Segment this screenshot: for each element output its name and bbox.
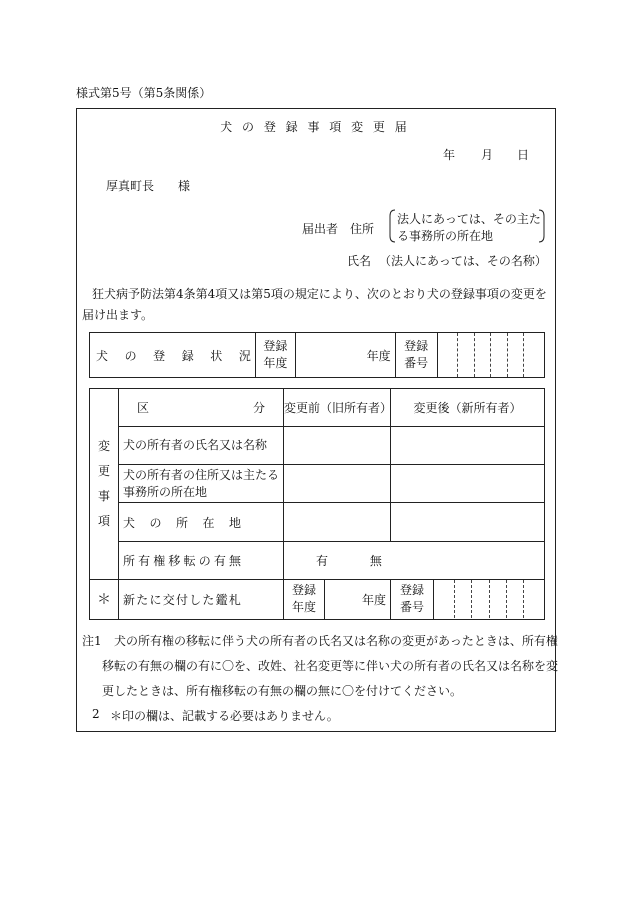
office-use-mark: ＊ xyxy=(90,579,119,619)
registration-year-field[interactable]: 年度 xyxy=(295,333,395,378)
body-text-line1: 狂犬病予防法第4条第4項又は第5項の規定により、次のとおり犬の登録事項の変更を xyxy=(92,287,547,301)
change-items-table xyxy=(89,388,545,620)
row-new-license-label: 新 た に 交 付 し た 鑑 札 xyxy=(119,579,284,619)
registration-number-label: 登録 番号 xyxy=(395,333,437,378)
form-number: 様式第5号（第5条関係） xyxy=(76,86,212,100)
note1-line2: 移転の有無の欄の有に〇を、改姓、社名変更等に伴い犬の所有者の氏名又は名称を変 xyxy=(102,659,559,673)
applicant-name-label: 氏名 xyxy=(347,254,372,268)
registration-status-label: 犬 の 登 録 状 況 xyxy=(90,333,256,378)
date-year: 年 xyxy=(443,148,456,162)
header-before: 変更前（旧所有者） xyxy=(284,389,391,427)
address-note-bracket xyxy=(389,208,545,244)
owner-name-after-field[interactable] xyxy=(391,427,545,465)
row-dog-location-label: 犬 の 所 在 地 xyxy=(119,503,284,541)
registration-year-label: 登録 年度 xyxy=(255,333,295,378)
note1-line1: 犬の所有権の移転に伴う犬の所有者の氏名又は名称の変更があったときは、所有権 xyxy=(114,634,558,648)
note2-text: ＊印の欄は、記載する必要はありません。 xyxy=(110,709,339,723)
form-title: 犬 の 登 録 事 項 変 更 届 xyxy=(220,120,410,134)
dog-location-after-field[interactable] xyxy=(391,503,545,541)
note2-prefix: 2 xyxy=(92,707,100,721)
dog-location-before-field[interactable] xyxy=(284,503,391,541)
applicant-name-note: （法人にあっては、その名称） xyxy=(379,254,547,268)
owner-address-before-field[interactable] xyxy=(284,465,391,503)
new-license-number-label: 登録 番号 xyxy=(391,579,434,619)
new-license-year-label: 登録 年度 xyxy=(284,579,325,619)
row-owner-address-label: 犬の所有者の住所又は主たる事務所の所在地 xyxy=(119,465,284,503)
addressee: 厚真町長 様 xyxy=(106,179,191,193)
new-license-year-field[interactable]: 年度 xyxy=(325,579,391,619)
registration-status-table xyxy=(89,332,545,378)
applicant-address-label: 届出者 住所 xyxy=(302,222,375,236)
change-section-label: 変 更 事 項 xyxy=(90,389,119,580)
header-after: 変更後（新所有者） xyxy=(391,389,545,427)
owner-address-after-field[interactable] xyxy=(391,465,545,503)
address-note-line1: 法人にあっては、その主た xyxy=(397,212,541,226)
date-day: 日 xyxy=(517,148,530,162)
date-month: 月 xyxy=(481,148,494,162)
body-text-line2: 届け出ます。 xyxy=(82,308,154,322)
new-license-number-field[interactable] xyxy=(434,579,545,619)
note1-prefix: 注1 xyxy=(82,634,102,648)
header-category: 区 分 xyxy=(119,389,284,427)
ownership-yes-option[interactable]: 有 xyxy=(316,553,329,568)
row-ownership-transfer-label: 所 有 権 移 転 の 有 無 xyxy=(119,541,284,579)
ownership-no-option[interactable]: 無 xyxy=(369,553,382,568)
address-note-line2: る事務所の所在地 xyxy=(397,229,494,243)
note1-line3: 更したときは、所有権移転の有無の欄の無に〇を付けてください。 xyxy=(102,684,463,698)
registration-number-field[interactable] xyxy=(437,333,544,378)
row-owner-name-label: 犬の所有者の氏名又は名称 xyxy=(119,427,284,465)
ownership-transfer-options xyxy=(284,541,545,579)
owner-name-before-field[interactable] xyxy=(284,427,391,465)
